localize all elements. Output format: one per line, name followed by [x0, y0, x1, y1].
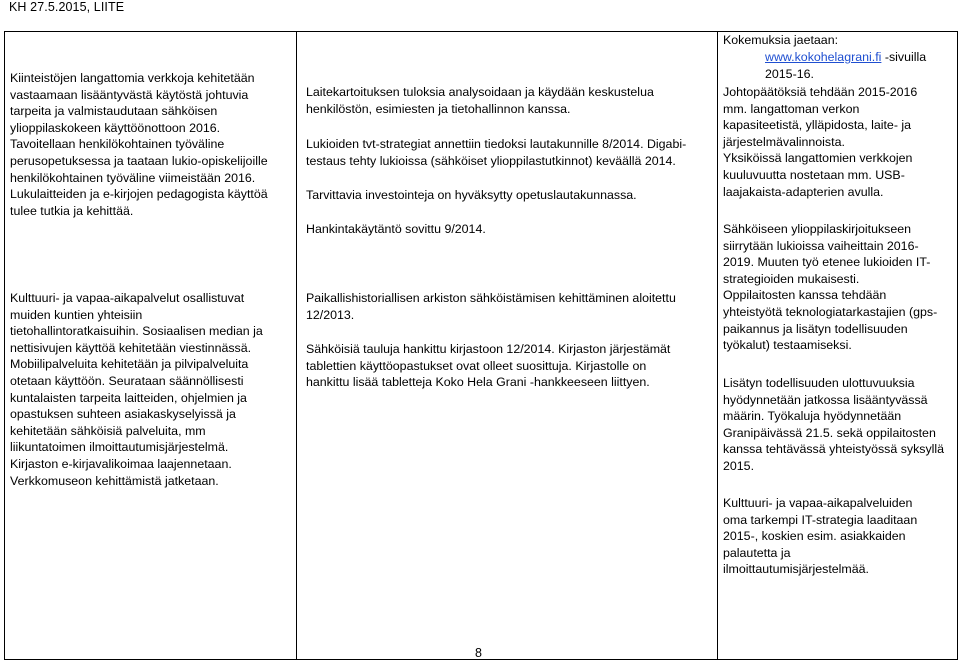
- col2-paragraph-2: Lukioiden tvt-strategiat annettiin tiedoksi lautakunnille 8/2014. Digabi- testaus tehty lukioissa (sähköiset ylioppilastutkinnot) keväällä 2014.: [306, 137, 687, 168]
- col3-intro-line-1: Kokemuksia jaetaan:: [723, 33, 839, 47]
- col1-paragraph-1: Kiinteistöjen langattomia verkkoja kehitetään vastaamaan lisääntyvästä käytöstä johtuvia tarpeita ja valmistaudutaan sähköisen ylioppilaskokeen käyttöönottoon 2016. Tavoitellaan henkilökohtainen työväline perusopetuksessa ja taataan lukio-opiskelijoille henkilökohtainen työväline viimeistään 2016. Lukulaitteiden ja e-kirjojen pedagogista käyttöä tulee tutkia ja kehittää.: [10, 71, 268, 218]
- document-header: KH 27.5.2015, LIITE: [9, 0, 125, 14]
- col2-paragraph-6: Sähköisiä tauluja hankittu kirjastoon 12/2014. Kirjaston järjestämät tablettien käyttöopastukset ovat olleet suosittuja. Kirjastolle on hankittu lisää tabletteja Koko Hela Grani -hankkeeseen liittyen.: [306, 342, 671, 390]
- page-number: 8: [475, 646, 482, 660]
- col2-paragraph-4: Hankintakäytäntö sovittu 9/2014.: [306, 222, 486, 236]
- col2-paragraph-1: Laitekartoituksen tuloksia analysoidaan ja käydään keskustelua henkilöstön, esimiesten ja tietohallinnon kanssa.: [306, 85, 654, 116]
- col1-paragraph-2: Kulttuuri- ja vapaa-aikapalvelut osallistuvat muiden kuntien yhteisiin tietohallintoratkaisuihin. Sosiaalisen median ja nettisivujen käyttöä kehitetään viestinnässä. Mobiilipalveluita kehitetään ja pilvipalveluita otetaan käyttöön. Seurataan säännöllisesti kuntalaisten tarpeita laitteiden, ohjelmien ja opastuksen suhteen asiakaskyselyissä ja kehitetään sähköisiä palveluita, mm liikuntatoimen ilmoittautumisjärjestelmä. Kirjaston e-kirjavalikoimaa laajennetaan. Verkkomuseon kehittämistä jatketaan.: [10, 291, 263, 488]
- col2-paragraph-5: Paikallishistoriallisen arkiston sähköistämisen kehittäminen aloitettu 12/2013.: [306, 291, 676, 322]
- col3-paragraph-5: Kulttuuri- ja vapaa-aikapalveluiden oma tarkempi IT-strategia laaditaan 2015-, koskien esim. asiakkaiden palautetta ja ilmoittautumisjärjestelmää.: [723, 496, 918, 577]
- column-3-cell: [718, 32, 958, 660]
- col3-paragraph-3: Sähköiseen ylioppilaskirjoitukseen siirrytään lukioissa vaiheittain 2016- 2019. Muuten työ etenee lukioiden IT- strategioiden mukaisesti. Oppilaitosten kanssa tehdään yhteistyötä teknologiatarkastajien (gps- paikannus ja lisätyn todellisuuden työkalut) testaamiseksi.: [723, 222, 938, 353]
- col3-intro-line-3: 2015-16.: [765, 67, 814, 81]
- col3-intro-line-2: [765, 49, 955, 66]
- col3-paragraph-2: Johtopäätöksiä tehdään 2015-2016 mm. langattoman verkon kapasiteetistä, ylläpidosta, laite- ja järjestelmävalinnoista. Yksiköissä langattomien verkkojen kuuluvuutta nostetaan mm. USB- laajakaista-adapterien avulla.: [723, 85, 918, 199]
- col3-paragraph-4: Lisätyn todellisuuden ulottuvuuksia hyödynnetään jatkossa lisääntyvässä määrin. Työkaluja hyödynnetään Granipäivässä 21.5. sekä oppilaitosten kanssa tehtävässä yhteistyössä syksyllä 2015.: [723, 376, 945, 473]
- document-table: [4, 31, 958, 660]
- col2-paragraph-3: Tarvittavia investointeja on hyväksytty opetuslautakunnassa.: [306, 188, 637, 202]
- column-2-cell: [297, 32, 718, 660]
- col3-intro-after-link: -sivuilla: [881, 50, 927, 64]
- column-1-cell: [5, 32, 297, 660]
- kokohelagrani-link[interactable]: www.kokohelagrani.fi: [765, 50, 882, 64]
